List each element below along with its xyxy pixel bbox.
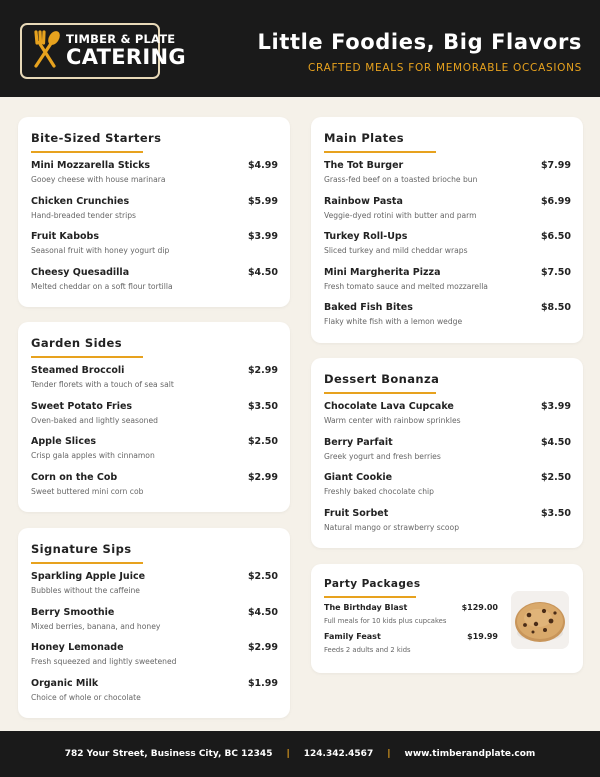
title-underline — [31, 151, 143, 153]
item-name: Turkey Roll-Ups — [324, 231, 408, 243]
item-description: Greek yogurt and fresh berries — [324, 451, 441, 461]
item-description: Warm center with rainbow sprinkles — [324, 416, 461, 425]
item-price: $1.99 — [247, 677, 278, 689]
footer-address: 782 Your Street, Business City, BC 12345 — [64, 749, 273, 759]
item-description: Choice of whole or chocolate — [31, 692, 141, 702]
item-price: $6.99 — [540, 195, 571, 207]
menu-item[interactable] — [324, 302, 571, 338]
package-description: Feeds 2 adults and 2 kids — [324, 646, 411, 654]
item-description: Fresh squeezed and lightly sweetened — [31, 657, 177, 667]
menu-item[interactable] — [324, 472, 571, 508]
section-title: Signature Sips — [31, 542, 132, 556]
menu-card-sides — [18, 322, 290, 512]
menu-item[interactable] — [31, 571, 278, 607]
menu-card-starters — [18, 117, 290, 307]
menu-item[interactable] — [324, 437, 571, 473]
footer-separator: | — [387, 749, 391, 759]
item-name: Mini Margherita Pizza — [324, 266, 441, 278]
package-item[interactable] — [324, 603, 498, 631]
item-description: Flaky white fish with a lemon wedge — [324, 317, 463, 327]
item-description: Tender florets with a touch of sea salt — [31, 380, 174, 389]
item-name: Rainbow Pasta — [324, 195, 403, 207]
section-title: Dessert Bonanza — [324, 372, 440, 386]
header-bar — [0, 0, 600, 97]
brand-logo[interactable] — [20, 23, 186, 79]
menu-item[interactable] — [31, 472, 278, 508]
item-description: Mixed berries, banana, and honey — [31, 621, 161, 631]
menu-item[interactable] — [31, 607, 278, 643]
section-title: Party Packages — [324, 578, 421, 590]
item-description: Crisp gala apples with cinnamon — [31, 451, 155, 461]
menu-item[interactable] — [31, 678, 278, 714]
item-name: Giant Cookie — [324, 472, 393, 484]
title-underline — [31, 562, 143, 564]
item-name: The Tot Burger — [324, 160, 404, 171]
item-name: Sweet Potato Fries — [31, 400, 133, 412]
item-price: $2.50 — [247, 571, 278, 582]
crossed-spoon-and-fork-icon — [28, 28, 62, 74]
item-description: Freshly baked chocolate chip — [324, 487, 434, 497]
item-price: $5.99 — [247, 195, 278, 207]
menu-item[interactable] — [31, 267, 278, 303]
item-price: $2.99 — [247, 365, 278, 376]
menu-card-sips — [18, 528, 290, 718]
item-price: $8.50 — [540, 302, 571, 314]
item-description: Hand-breaded tender strips — [31, 210, 136, 220]
item-price: $4.50 — [540, 436, 571, 448]
item-price: $2.50 — [540, 472, 571, 484]
item-name: Baked Fish Bites — [324, 302, 413, 314]
item-description: Bubbles without the caffeine — [31, 586, 140, 595]
item-price: $4.50 — [247, 266, 278, 278]
item-price: $2.50 — [247, 436, 278, 448]
section-title: Main Plates — [324, 131, 405, 145]
menu-card-desserts — [311, 358, 583, 548]
item-price: $6.50 — [540, 231, 571, 243]
item-description: Sweet buttered mini corn cob — [31, 486, 144, 496]
item-description: Grass-fed beef on a toasted brioche bun — [324, 175, 478, 184]
item-price: $7.99 — [540, 160, 571, 171]
package-price: $19.99 — [467, 632, 498, 641]
item-name: Berry Parfait — [324, 436, 393, 448]
item-price: $3.99 — [540, 401, 571, 412]
package-name: Family Feast — [324, 632, 381, 641]
item-name: Chocolate Lava Cupcake — [324, 401, 454, 412]
menu-card-mains — [311, 117, 583, 343]
footer-phone[interactable]: 124.342.4567 — [303, 749, 374, 759]
menu-item[interactable] — [324, 160, 571, 196]
item-name: Mini Mozzarella Sticks — [31, 160, 151, 171]
menu-item[interactable] — [31, 401, 278, 437]
item-description: Veggie-dyed rotini with butter and parm — [324, 210, 477, 220]
menu-card-party-packages — [311, 564, 583, 673]
item-name: Apple Slices — [31, 436, 97, 448]
footer-separator: | — [286, 749, 290, 759]
menu-item[interactable] — [324, 196, 571, 232]
item-description: Gooey cheese with house marinara — [31, 175, 166, 184]
tagline: CRAFTED MEALS FOR MEMORABLE OCCASIONS — [307, 62, 582, 74]
package-item[interactable] — [324, 632, 498, 660]
package-name: The Birthday Blast — [324, 603, 408, 612]
item-price: $2.99 — [247, 471, 278, 483]
logo-text-top: TIMBER & PLATE — [66, 31, 176, 46]
item-description: Natural mango or strawberry scoop — [324, 522, 460, 532]
title-underline — [324, 151, 436, 153]
menu-item[interactable] — [31, 436, 278, 472]
item-description: Fresh tomato sauce and melted mozzarella — [324, 281, 488, 291]
item-description: Sliced turkey and mild cheddar wraps — [324, 246, 468, 256]
item-price: $4.50 — [247, 606, 278, 618]
item-price: $3.50 — [540, 507, 571, 519]
item-price: $2.99 — [247, 642, 278, 654]
item-name: Fruit Kabobs — [31, 231, 99, 243]
menu-item[interactable] — [324, 267, 571, 303]
menu-item[interactable] — [31, 231, 278, 267]
package-description: Full meals for 10 kids plus cupcakes — [324, 617, 447, 625]
menu-item[interactable] — [324, 401, 571, 437]
package-price: $129.00 — [461, 603, 498, 612]
item-description: Seasonal fruit with honey yogurt dip — [31, 246, 170, 256]
section-title: Bite-Sized Starters — [31, 131, 162, 145]
menu-item[interactable] — [31, 160, 278, 196]
item-name: Corn on the Cob — [31, 471, 118, 483]
item-name: Fruit Sorbet — [324, 507, 389, 519]
item-price: $4.99 — [247, 160, 278, 171]
item-description: Melted cheddar on a soft flour tortilla — [31, 281, 173, 291]
item-price: $3.99 — [247, 231, 278, 243]
footer-website-link[interactable]: www.timberandplate.com — [404, 749, 536, 759]
item-description: Oven-baked and lightly seasoned — [31, 415, 158, 425]
item-name: Berry Smoothie — [31, 606, 115, 618]
item-name: Cheesy Quesadilla — [31, 266, 130, 278]
page-title: Little Foodies, Big Flavors — [257, 30, 582, 54]
title-underline — [31, 356, 143, 358]
menu-item[interactable] — [324, 508, 571, 544]
item-name: Organic Milk — [31, 677, 99, 689]
footer-bar — [0, 731, 600, 777]
item-name: Chicken Crunchies — [31, 195, 130, 207]
item-name: Steamed Broccoli — [31, 365, 125, 376]
cookie-photo — [511, 591, 569, 649]
item-name: Sparkling Apple Juice — [31, 571, 146, 582]
title-underline — [324, 392, 436, 394]
menu-item[interactable] — [31, 196, 278, 232]
item-name: Honey Lemonade — [31, 642, 124, 654]
item-price: $7.50 — [540, 266, 571, 278]
menu-item[interactable] — [31, 365, 278, 401]
menu-item[interactable] — [324, 231, 571, 267]
item-price: $3.50 — [247, 400, 278, 412]
title-underline — [324, 596, 416, 598]
menu-item[interactable] — [31, 642, 278, 678]
section-title: Garden Sides — [31, 336, 122, 350]
logo-text-bottom: CATERING — [66, 45, 186, 70]
